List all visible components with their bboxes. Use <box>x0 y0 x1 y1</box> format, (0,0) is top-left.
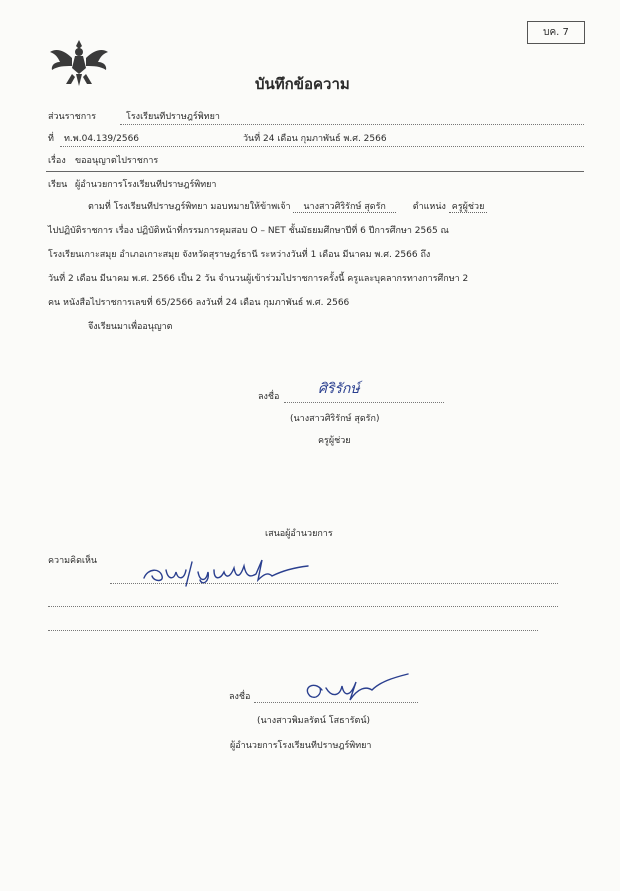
page-title: บันทึกข้อความ <box>255 75 350 93</box>
to-label: เรียน <box>48 180 68 190</box>
header-divider <box>46 171 584 172</box>
to-value: ผู้อำนวยการโรงเรียนทีปราษฎร์พิทยา <box>75 180 217 190</box>
body-line-1 <box>88 201 487 213</box>
body-line-2: ไปปฏิบัติราชการ เรื่อง ปฏิบัติหน้าที่กรรมการคุมสอบ O – NET ชั้นมัธยมศึกษาปีที่ 6 ปีการศึกษา 2565 ณ <box>48 226 449 236</box>
director-name: (นางสาวพิมลรัตน์ โสธารัตน์) <box>257 716 371 726</box>
ref-label: ที่ <box>48 134 54 144</box>
subject-label: เรื่อง <box>48 156 66 166</box>
body-line-4: วันที่ 2 เดือน มีนาคม พ.ศ. 2566 เป็น 2 วัน จำนวนผู้เข้าร่วมไปราชการครั้งนี้ ครูและบุคลากรทางการศึกษา 2 <box>48 274 469 284</box>
assignee-name: นางสาวศิริรักษ์ สุดรัก <box>293 202 395 213</box>
department-value: โรงเรียนทีปราษฎร์พิทยา <box>126 112 220 122</box>
opinion-line-2 <box>48 606 558 607</box>
department-label: ส่วนราชการ <box>48 112 97 122</box>
body-line-5: คน หนังสือไปราชการเลขที่ 65/2566 ลงวันที่ 24 เดือน กุมภาพันธ์ พ.ศ. 2566 <box>48 298 350 308</box>
approval-heading: เสนอผู้อำนวยการ <box>265 529 333 539</box>
subject-value: ขออนุญาตไปราชการ <box>75 156 159 166</box>
ref-line <box>60 146 584 147</box>
body-line-3: โรงเรียนเกาะสมุย อำเภอเกาะสมุย จังหวัดสุราษฎร์ธานี ระหว่างวันที่ 1 เดือน มีนาคม พ.ศ. 2566 ถึง <box>48 250 431 260</box>
signer-name: (นางสาวศิริรักษ์ สุดรัก) <box>290 414 380 424</box>
signer-sign-label: ลงชื่อ <box>258 392 280 402</box>
opinion-line-3 <box>48 630 538 631</box>
department-line <box>120 124 584 125</box>
signer-position: ครูผู้ช่วย <box>318 436 351 446</box>
opinion-line-1 <box>110 583 558 584</box>
garuda-emblem-icon <box>48 38 110 88</box>
opinion-label: ความคิดเห็น <box>48 556 98 566</box>
director-sign-label: ลงชื่อ <box>229 692 251 702</box>
closing-text: จึงเรียนมาเพื่ออนุญาต <box>88 322 173 332</box>
director-signature <box>292 670 412 704</box>
signer-sign-line <box>284 402 444 403</box>
position-label: ตำแหน่ง <box>412 202 446 212</box>
document-code: บค. 7 <box>543 27 569 38</box>
body-line-1-prefix: ตามที่ โรงเรียนทีปราษฎร์พิทยา มอบหมายให้ข้าพเจ้า <box>88 202 291 212</box>
document-code-box <box>527 21 585 44</box>
assignee-position: ครูผู้ช่วย <box>449 202 488 213</box>
date-text: วันที่ 24 เดือน กุมภาพันธ์ พ.ศ. 2566 <box>243 134 387 144</box>
signer-signature: ศิริรักษ์ <box>318 381 360 397</box>
ref-value: ท.พ.04.139/2566 <box>64 134 140 144</box>
director-position: ผู้อำนวยการโรงเรียนทีปราษฎร์พิทยา <box>230 741 372 751</box>
